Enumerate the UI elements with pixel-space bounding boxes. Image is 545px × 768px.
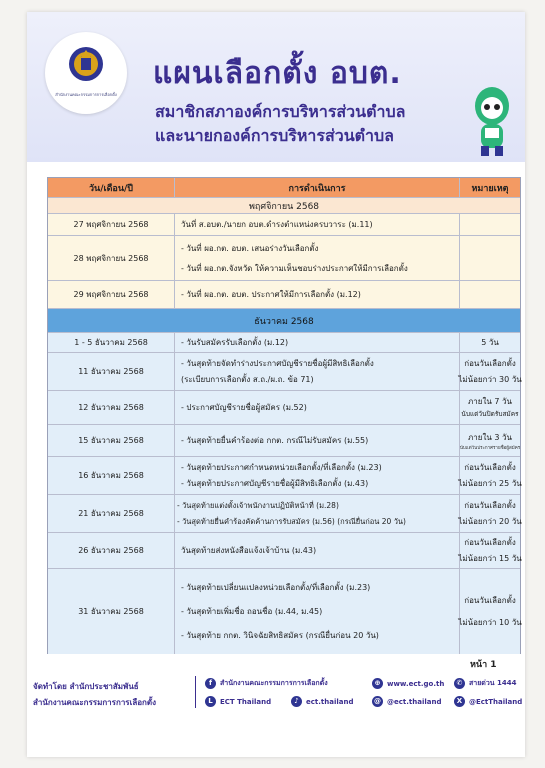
- row-note: ก่อนวันเลือกตั้ง: [464, 595, 516, 605]
- tiktok-icon: ♪: [291, 696, 302, 707]
- row-action: - วันสุดท้ายยื่นคำร้องคัดค้านการรับสมัคร (ม.56) (กรณียื่นก่อน 20 วัน): [177, 517, 406, 526]
- row-action: - วันสุดท้ายประกาศบัญชีรายชื่อผู้มีสิทธิเลือกตั้ง (ม.43): [181, 479, 369, 488]
- row-action: วันสุดท้ายส่งหนังสือแจ้งเจ้าบ้าน (ม.43): [181, 546, 317, 555]
- hotline-link[interactable]: [454, 678, 517, 689]
- footer-divider: [195, 676, 196, 708]
- table-row: [48, 568, 520, 654]
- row-note: ก่อนวันเลือกตั้ง: [464, 359, 516, 368]
- row-note: นับแต่วันปิดรับสมัคร: [461, 410, 519, 418]
- month-band-december: ธันวาคม 2568: [48, 308, 520, 333]
- facebook-link[interactable]: [205, 678, 328, 689]
- x-link[interactable]: [454, 696, 522, 707]
- line-link[interactable]: [205, 696, 271, 707]
- table-row: [48, 213, 520, 236]
- schedule-table: [47, 177, 521, 654]
- row-note: ไม่น้อยกว่า 20 วัน: [458, 517, 522, 526]
- threads-link[interactable]: [372, 696, 441, 707]
- row-note: ก่อนวันเลือกตั้ง: [464, 501, 516, 510]
- threads-label: @ect.thailand: [387, 697, 442, 706]
- row-date: 1 - 5 ธันวาคม 2568: [74, 338, 148, 347]
- globe-icon: ⊕: [372, 678, 383, 689]
- footer: [27, 674, 525, 714]
- row-note: นับแต่วันประกาศรายชื่อผู้สมัคร: [459, 445, 521, 451]
- page-title: แผนเลือกตั้ง อบต.: [153, 56, 402, 91]
- table-row: [48, 352, 520, 391]
- row-note: ไม่น้อยกว่า 30 วัน: [458, 375, 522, 384]
- row-action: (ระเบียบการเลือกตั้ง ส.ถ./ผ.ถ. ข้อ 71): [181, 375, 314, 384]
- producer-line-2: สำนักงานคณะกรรมการการเลือกตั้ง: [33, 698, 156, 707]
- row-action: - ประกาศบัญชีรายชื่อผู้สมัคร (ม.52): [181, 403, 307, 412]
- row-date: 11 ธันวาคม 2568: [78, 367, 144, 376]
- table-row: [48, 390, 520, 425]
- row-date: 31 ธันวาคม 2568: [78, 606, 144, 616]
- tiktok-label: ect.thailand: [306, 697, 354, 706]
- row-note: 5 วัน: [481, 338, 499, 347]
- header-banner: [27, 12, 525, 162]
- row-action: - วันสุดท้าย กกต. วินิจฉัยสิทธิสมัคร (กรณียื่นก่อน 20 วัน): [181, 630, 379, 640]
- subtitle-line-2: และนายกองค์การบริหารส่วนตำบล: [155, 126, 394, 145]
- table-row: [48, 456, 520, 495]
- table-row: [48, 494, 520, 533]
- row-action: - วันที่ ผอ.กต. อบต. ประกาศให้มีการเลือกตั้ง (ม.12): [181, 290, 361, 299]
- row-note: ภายใน 3 วัน: [468, 432, 512, 442]
- row-date: 12 ธันวาคม 2568: [78, 403, 144, 412]
- website-link[interactable]: [372, 678, 444, 689]
- table-row: [48, 424, 520, 457]
- row-action: - วันสุดท้ายจัดทำร่างประกาศบัญชีรายชื่อผู้มีสิทธิเลือกตั้ง: [181, 359, 374, 368]
- ect-seal-logo: [45, 32, 127, 114]
- row-note: ไม่น้อยกว่า 10 วัน: [458, 617, 522, 627]
- row-action: - วันสุดท้ายเพิ่มชื่อ ถอนชื่อ (ม.44, ม.45): [181, 606, 323, 616]
- header-action: การดำเนินการ: [175, 178, 460, 197]
- line-icon: L: [205, 696, 216, 707]
- month-band-november: พฤศจิกายน 2568: [48, 197, 520, 214]
- tiktok-link[interactable]: [291, 696, 353, 707]
- facebook-icon: f: [205, 678, 216, 689]
- row-note: ไม่น้อยกว่า 15 วัน: [458, 554, 522, 563]
- row-action: - วันสุดท้ายแต่งตั้งเจ้าพนักงานปฏิบัติหน้าที่ (ม.28): [177, 501, 339, 510]
- table-row: [48, 235, 520, 281]
- row-date: 15 ธันวาคม 2568: [78, 436, 144, 445]
- website-label: www.ect.go.th: [387, 679, 445, 688]
- row-date: 29 พฤศจิกายน 2568: [73, 290, 149, 299]
- row-date: 27 พฤศจิกายน 2568: [73, 220, 149, 229]
- row-action: - วันที่ ผอ.กต.จังหวัด ให้ความเห็นชอบร่างประกาศให้มีการเลือกตั้ง: [181, 263, 408, 273]
- page-number: หน้า 1: [470, 660, 497, 670]
- header-date: วัน/เดือน/ปี: [48, 178, 175, 197]
- line-label: ECT Thailand: [220, 697, 272, 706]
- table-row: [48, 332, 520, 353]
- row-date: 21 ธันวาคม 2568: [78, 509, 144, 518]
- row-date: 16 ธันวาคม 2568: [78, 471, 144, 480]
- x-label: @EctThailand: [469, 697, 523, 706]
- row-note: ไม่น้อยกว่า 25 วัน: [458, 479, 522, 488]
- row-action: - วันที่ ผอ.กต. อบต. เสนอร่างวันเลือกตั้ง: [181, 243, 319, 253]
- row-note: ก่อนวันเลือกตั้ง: [464, 538, 516, 547]
- table-header-row: [48, 178, 520, 197]
- row-date: 28 พฤศจิกายน 2568: [73, 253, 149, 263]
- table-row: [48, 532, 520, 569]
- seal-caption: สำนักงานคณะกรรมการการเลือกตั้ง: [55, 92, 117, 97]
- row-action: วันที่ ส.อบต./นายก อบต.ดำรงตำแหน่งครบวาระ (ม.11): [181, 220, 373, 229]
- mascot-image: [467, 84, 517, 159]
- row-action: - วันสุดท้ายเปลี่ยนแปลงหน่วยเลือกตั้ง/ที่เลือกตั้ง (ม.23): [181, 582, 371, 592]
- table-row: [48, 280, 520, 309]
- x-icon: X: [454, 696, 465, 707]
- row-note: ภายใน 7 วัน: [468, 397, 512, 406]
- document-page: [27, 12, 525, 757]
- row-note: ก่อนวันเลือกตั้ง: [464, 463, 516, 472]
- threads-icon: @: [374, 697, 381, 705]
- row-action: - วันสุดท้ายประกาศกำหนดหน่วยเลือกตั้ง/ที่เลือกตั้ง (ม.23): [181, 463, 382, 472]
- facebook-label: สำนักงานคณะกรรมการการเลือกตั้ง: [220, 679, 328, 687]
- phone-icon: ✆: [454, 678, 465, 689]
- row-date: 26 ธันวาคม 2568: [78, 546, 144, 555]
- row-action: - วันรับสมัครรับเลือกตั้ง (ม.12): [181, 338, 289, 347]
- hotline-label: สายด่วน 1444: [469, 679, 517, 687]
- row-action: - วันสุดท้ายยื่นคำร้องต่อ กกต. กรณีไม่รับสมัคร (ม.55): [181, 436, 369, 445]
- header-note: หมายเหตุ: [471, 183, 509, 194]
- subtitle-line-1: สมาชิกสภาองค์การบริหารส่วนตำบล: [155, 102, 406, 121]
- producer-line-1: จัดทำโดย สำนักประชาสัมพันธ์: [33, 682, 139, 691]
